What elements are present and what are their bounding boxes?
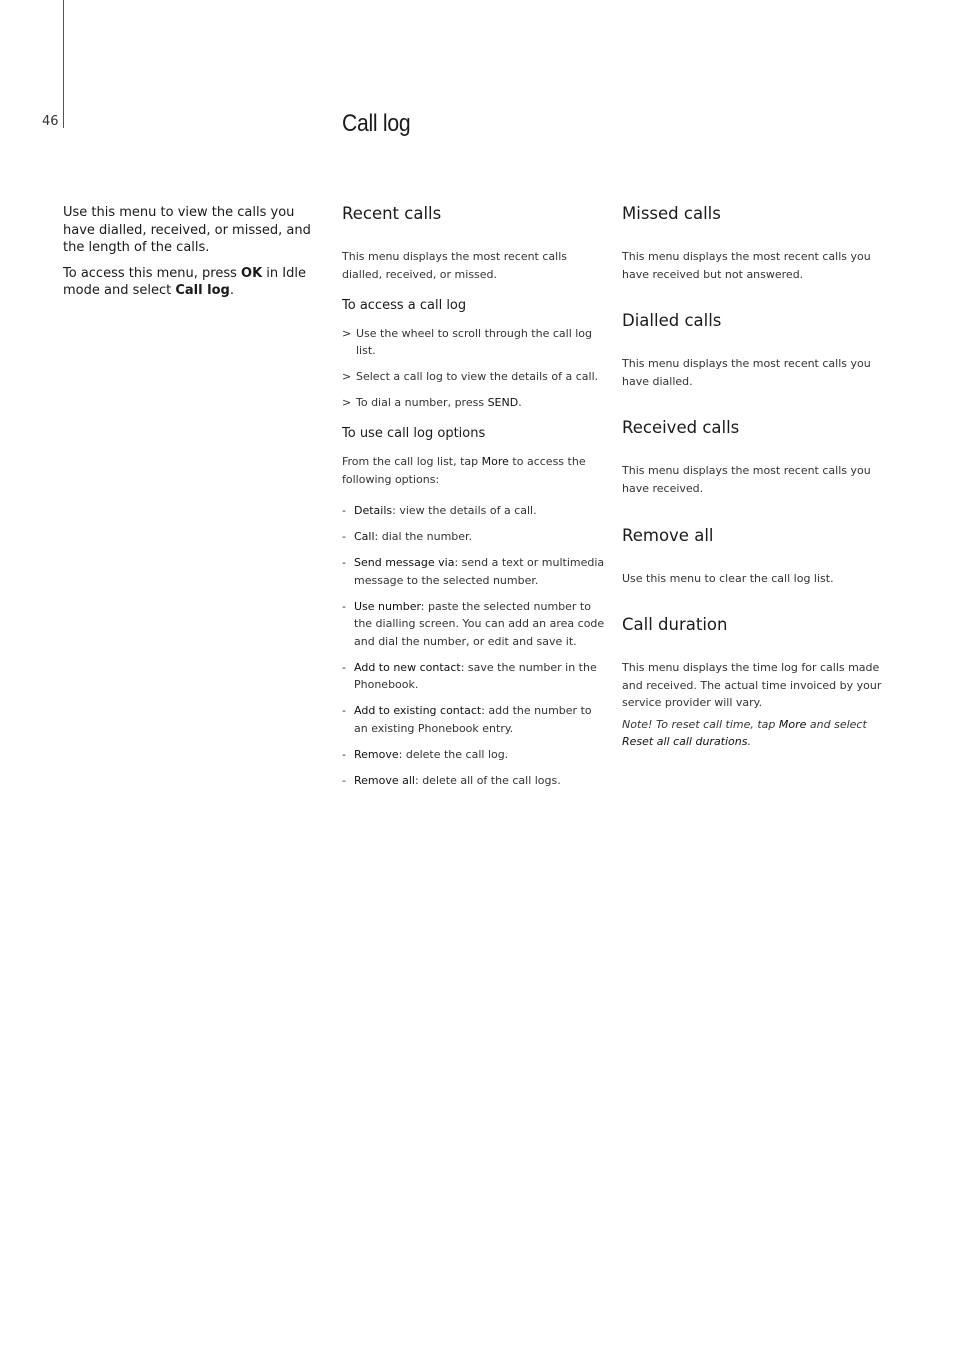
recent-calls-column bbox=[342, 204, 608, 803]
option-item bbox=[342, 502, 608, 520]
call-menus-column bbox=[622, 204, 888, 778]
call-duration-note bbox=[622, 716, 888, 750]
call-duration-heading: Call duration bbox=[622, 615, 728, 635]
missed-calls-body: This menu displays the most recent calls you have received but not answered. bbox=[622, 250, 871, 281]
option-desc: : delete all of the call logs. bbox=[415, 773, 561, 787]
option-term: Remove all bbox=[354, 773, 415, 787]
received-calls-body: This menu displays the most recent calls you have received. bbox=[622, 464, 871, 495]
dialled-calls-body: This menu displays the most recent calls you have dialled. bbox=[622, 357, 871, 388]
step-text: To dial a number, press bbox=[356, 396, 488, 410]
option-desc: : dial the number. bbox=[374, 530, 473, 544]
step-item: > Use the wheel to scroll through the call log list. bbox=[342, 325, 608, 359]
recent-calls-body: This menu displays the most recent calls dialled, received, or missed. bbox=[342, 250, 567, 281]
ok-key: OK bbox=[241, 265, 263, 281]
intro-access-paragraph bbox=[63, 265, 325, 300]
note-text: Note! To reset call time, tap bbox=[622, 717, 779, 731]
option-term: Call bbox=[354, 530, 375, 544]
note-text: . bbox=[747, 734, 751, 748]
received-calls-section bbox=[622, 418, 888, 497]
option-desc: : view the details of a call. bbox=[392, 504, 537, 518]
remove-all-body: Use this menu to clear the call log list. bbox=[622, 571, 834, 585]
option-term: Add to existing contact bbox=[354, 704, 482, 718]
option-item bbox=[342, 746, 608, 764]
option-item bbox=[342, 772, 608, 790]
option-item bbox=[342, 554, 608, 589]
option-term: Add to new contact bbox=[354, 660, 461, 674]
intro-text: To access this menu, press bbox=[63, 265, 242, 281]
option-term: Details bbox=[354, 504, 393, 518]
access-steps-list bbox=[342, 325, 608, 411]
call-log-menu-name: Call log bbox=[175, 283, 230, 298]
received-calls-heading: Received calls bbox=[622, 418, 740, 438]
remove-all-section bbox=[622, 526, 888, 588]
option-desc: : send a text or multimedia message to the selected number. bbox=[354, 556, 605, 587]
recent-calls-heading: Recent calls bbox=[342, 204, 442, 223]
send-key: SEND bbox=[487, 396, 519, 410]
call-log-options-heading: To use call log options bbox=[342, 426, 486, 442]
option-item bbox=[342, 659, 608, 694]
option-item bbox=[342, 528, 608, 546]
option-item bbox=[342, 702, 608, 737]
more-key: More bbox=[778, 717, 807, 731]
missed-calls-heading: Missed calls bbox=[622, 204, 721, 223]
options-intro bbox=[342, 453, 608, 488]
more-key: More bbox=[481, 455, 509, 469]
option-desc: : paste the selected number to the dialling screen. You can add an area code and dial the number, or edit and save it. bbox=[354, 599, 605, 648]
intro-paragraph: Use this menu to view the calls you have dialled, received, or missed, and the length of the calls. bbox=[63, 205, 311, 255]
option-desc: : add the number to an existing Phonebook entry. bbox=[354, 704, 592, 735]
call-duration-body: This menu displays the time log for calls made and received. The actual time invoiced by your service provider will vary. bbox=[622, 661, 882, 710]
page-number: 46 bbox=[42, 114, 59, 129]
options-intro-text: to access the following options: bbox=[342, 455, 586, 486]
option-term: Send message via bbox=[354, 556, 455, 570]
option-term: Remove bbox=[354, 747, 399, 761]
options-list bbox=[342, 502, 608, 789]
call-duration-section bbox=[622, 615, 888, 750]
remove-all-heading: Remove all bbox=[622, 525, 714, 545]
options-intro-text: From the call log list, tap bbox=[342, 455, 482, 469]
step-item: > Select a call log to view the details of a call. bbox=[342, 368, 608, 385]
step-item bbox=[342, 394, 608, 411]
option-desc: : save the number in the Phonebook. bbox=[354, 660, 597, 692]
access-call-log-heading: To access a call log bbox=[342, 298, 467, 314]
note-text: and select bbox=[806, 717, 867, 731]
step-text: . bbox=[518, 396, 522, 410]
dialled-calls-heading: Dialled calls bbox=[622, 311, 722, 331]
option-desc: : delete the call log. bbox=[398, 747, 509, 761]
page-title: Call log bbox=[342, 110, 411, 137]
missed-calls-section bbox=[622, 204, 888, 283]
reset-durations-option: Reset all call durations bbox=[622, 734, 748, 748]
intro-text: in Idle mode and select bbox=[63, 265, 306, 298]
intro-column bbox=[63, 204, 325, 308]
intro-text: . bbox=[229, 283, 234, 298]
option-term: Use number bbox=[354, 599, 421, 613]
dialled-calls-section bbox=[622, 311, 888, 390]
option-item bbox=[342, 598, 608, 651]
margin-rule bbox=[63, 0, 64, 128]
